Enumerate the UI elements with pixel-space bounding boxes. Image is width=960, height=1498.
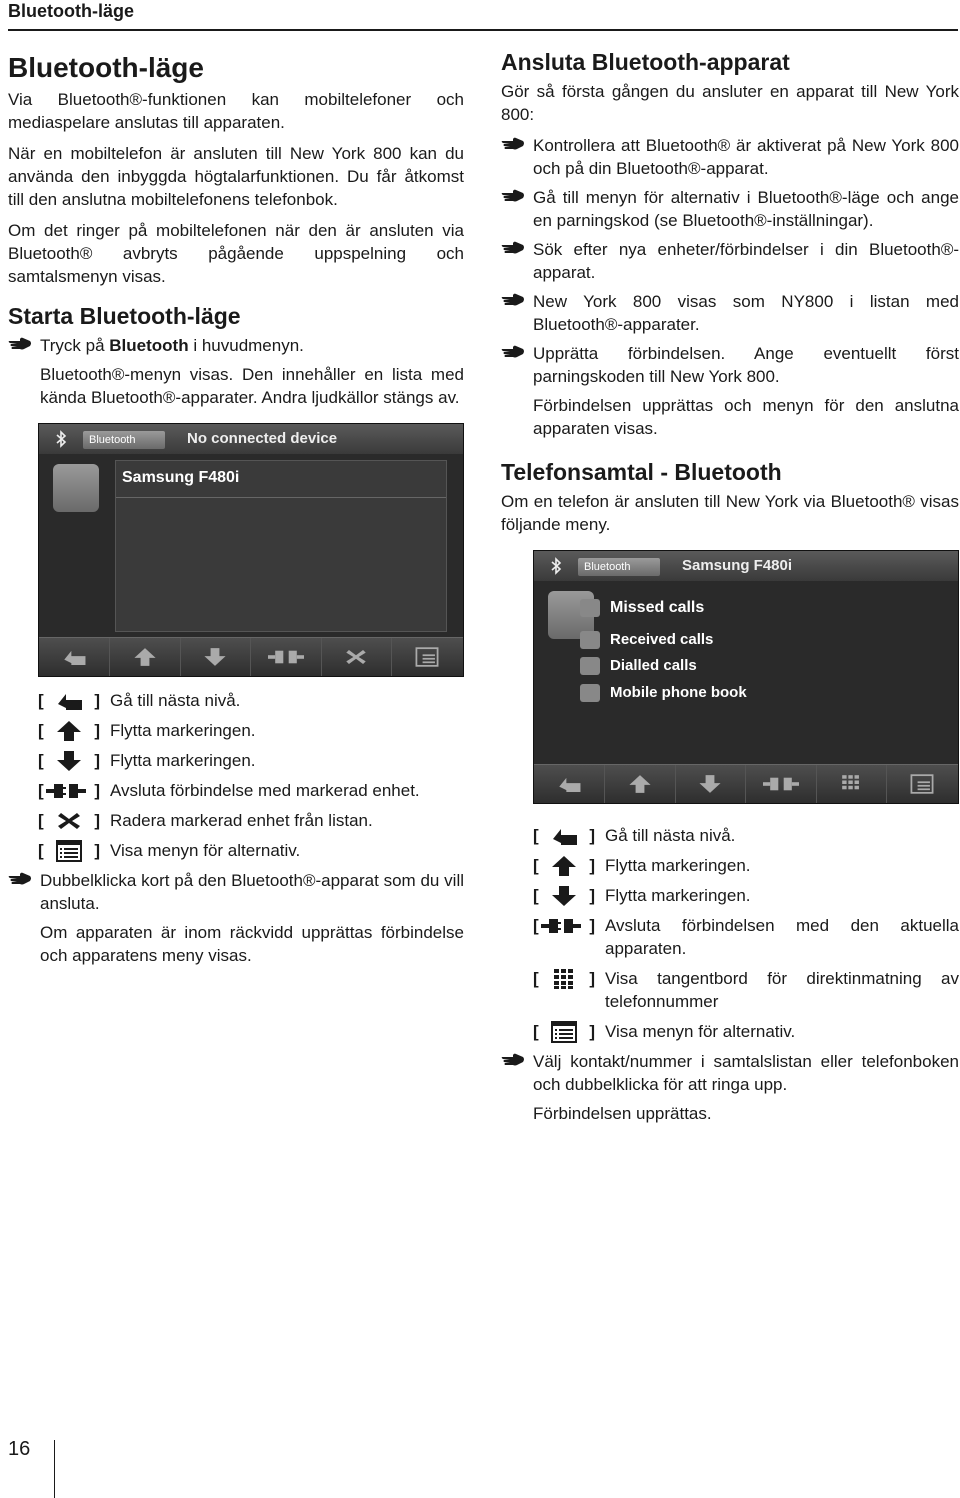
step-establish-connection [501,342,959,388]
screen-status: No connected device [187,430,338,447]
paragraph-speaker: När en mobiltelefon är ansluten till New York 800 kan du använda den inbyggda högtalarfunktionen. Du får åtkomst till den anslutna mobiltelefonens telefonbok. [8,144,464,209]
device-item: Samsung F480i [122,469,240,486]
pointing-hand-icon [8,872,32,886]
pointing-hand-icon [501,189,525,203]
legend-row: [ ] Flytta markeringen. [38,751,256,770]
arrow-up-icon [130,647,160,667]
screen-toolbar [534,764,958,803]
menu-item-missed-calls [610,599,704,617]
pointing-hand-icon [501,1053,525,1067]
toolbar-keypad-button [816,765,887,803]
legend-text: Avsluta förbindelse med markerad enhet. [110,781,420,800]
subsection-title-connect: Ansluta Bluetooth-apparat [501,49,790,75]
pointing-hand-icon [501,345,525,359]
toolbar-back-button [39,638,110,676]
step-text: Upprätta förbindelsen. Ange eventuellt först parningskoden till New York 800. [533,344,959,386]
step-text-pre: Tryck på [40,336,110,355]
toolbar-delete-button [321,638,392,676]
step-text-post: i huvudmenyn. [188,336,304,355]
left-column [8,46,464,975]
legend-text: Visa menyn för alternativ. [605,1022,796,1041]
icon-legend-right [533,824,959,1043]
legend-row: [ ] Visa menyn för alternativ. [38,841,301,860]
menu-item-phone-book [610,684,747,701]
intro-paragraph: Via Bluetooth®-funktionen kan mobiltelefoner och mediaspelare anslutas till apparaten. [8,90,464,132]
paragraph-incoming-call: Om det ringer på mobiltelefonen när den är ansluten via Bluetooth® avbryts pågående uppspelning och samtalsmenyn visas. [8,221,464,286]
menu-icon [412,647,442,667]
legend-row: [ ] Flytta markeringen. [38,721,256,740]
legend-text: Gå till nästa nivå. [605,826,736,845]
legend-row: [ ] Gå till nästa nivå. [533,826,736,845]
legend-row: [ ] Visa menyn för alternativ. [533,1022,796,1041]
pointing-hand-icon [501,241,525,255]
phone-icon [53,464,99,512]
right-column [501,48,959,1133]
legend-text: Flytta markeringen. [605,886,751,905]
delete-icon [52,810,86,832]
screen-tab-bluetooth: Bluetooth [83,431,165,449]
toolbar-disconnect-button [250,638,322,676]
step-text: Dubbelklicka kort på den Bluetooth®-apparat som du vill ansluta. [40,871,464,913]
legend-row: [ ] Avsluta förbindelsen med den aktuella apparaten. [533,916,959,958]
legend-text: Flytta markeringen. [110,751,256,770]
bluetooth-icon [548,557,564,575]
legend-row: [ ] Avsluta förbindelse med markerad enhet. [38,781,420,800]
screen-status: Samsung F480i [682,557,793,574]
arrow-down-icon [200,647,230,667]
icon-legend-left [38,689,464,862]
screen-tab-bluetooth: Bluetooth [578,558,660,576]
toolbar-disconnect-button [745,765,817,803]
step-text: Gå till menyn för alternativ i Bluetooth®-läge och ange en parningskod (se Bluetooth®-inställningar). [533,188,959,230]
arrow-down-icon [52,750,86,772]
legend-row: [ ] Visa tangentbord för direktinmatning av telefonnummer [533,969,959,1011]
legend-text: Gå till nästa nivå. [110,691,241,710]
disconnect-icon [268,647,304,667]
menu-item-label: Mobile phone book [610,684,747,701]
step-note-established: Förbindelsen upprättas. [533,1104,712,1123]
step-pairing-code [501,186,959,232]
legend-row: [ ] Flytta markeringen. [533,856,751,875]
arrow-down-icon [695,774,725,794]
step-doubleclick-device [8,869,464,915]
disconnect-icon [763,774,799,794]
step-text: New York 800 visas som NY800 i listan med Bluetooth®-apparater. [533,292,959,334]
step-search-devices [501,238,959,284]
step-note-connect: Om apparaten är inom räckvidd upprättas förbindelse och apparatens meny visas. [40,923,464,965]
page-number: 16 [8,1438,31,1460]
step-note-menu: Bluetooth®-menyn visas. Den innehåller en lista med kända Bluetooth®-apparater. Andra ljudkällor stängs av. [40,365,464,407]
menu-item-label: Dialled calls [610,657,697,674]
arrow-up-icon [547,855,581,877]
step-ny800-listed [501,290,959,336]
pointing-hand-icon [501,137,525,151]
connect-intro: Gör så första gången du ansluter en apparat till New York 800: [501,82,959,124]
bluetooth-icon [53,430,69,448]
back-icon [59,647,89,667]
step-select-contact [501,1050,959,1096]
menu-icon [547,1021,581,1043]
legend-text: Flytta markeringen. [110,721,256,740]
bluetooth-menu-screenshot [38,423,464,677]
step-press-bluetooth [8,334,464,357]
subsection-title-calls: Telefonsamtal - Bluetooth [501,459,782,485]
step-check-bluetooth [501,134,959,180]
legend-text: Visa menyn för alternativ. [110,841,301,860]
legend-text: Flytta markeringen. [605,856,751,875]
back-icon [554,774,584,794]
toolbar-up-button [604,765,676,803]
header-title: Bluetooth-läge [8,1,134,21]
step-text: Välj kontakt/nummer i samtalslistan eller telefonboken och dubbelklicka för att ringa upp. [533,1052,959,1094]
menu-icon [907,774,937,794]
legend-text: Avsluta förbindelsen med den aktuella apparaten. [605,916,959,958]
disconnect-icon [46,780,86,802]
menu-item-received-calls [610,631,713,648]
menu-icon [52,840,86,862]
toolbar-down-button [180,638,251,676]
pointing-hand-icon [501,293,525,307]
subsection-title-start: Starta Bluetooth-läge [8,303,241,329]
legend-text: Visa tangentbord för direktinmatning av telefonnummer [605,969,959,1011]
device-list [115,460,447,632]
toolbar-up-button [109,638,181,676]
menu-item-label: Missed calls [610,599,705,616]
step-text: Sök efter nya enheter/förbindelser i din Bluetooth®-apparat. [533,240,959,282]
step-text: Kontrollera att Bluetooth® är aktiverat på New York 800 och på din Bluetooth®-apparat. [533,136,959,178]
steps-note: Förbindelsen upprättas och menyn för den anslutna apparaten visas. [533,396,959,438]
toolbar-menu-button [391,638,463,676]
legend-row: [ ] Gå till nästa nivå. [38,691,241,710]
legend-row: [ ] Radera markerad enhet från listan. [38,811,373,830]
footer-divider [54,1440,55,1498]
menu-item-label: Received calls [610,631,714,648]
screen-toolbar [39,637,463,676]
arrow-up-icon [625,774,655,794]
disconnect-icon [541,915,581,937]
section-title: Bluetooth-läge [8,52,204,83]
keypad-icon [547,968,581,990]
toolbar-menu-button [886,765,958,803]
pointing-hand-icon [8,337,32,351]
call-menu-screenshot [533,550,959,804]
legend-text: Radera markerad enhet från listan. [110,811,373,830]
toolbar-back-button [534,765,605,803]
back-icon [547,825,581,847]
toolbar-down-button [675,765,746,803]
keypad-icon [836,774,866,794]
arrow-up-icon [52,720,86,742]
menu-item-dialled-calls [610,657,697,674]
legend-row: [ ] Flytta markeringen. [533,886,751,905]
step-text-bold: Bluetooth [109,336,189,355]
page-header [8,0,958,31]
arrow-down-icon [547,885,581,907]
calls-intro: Om en telefon är ansluten till New York via Bluetooth® visas följande meny. [501,492,959,534]
delete-icon [341,647,371,667]
back-icon [52,690,86,712]
